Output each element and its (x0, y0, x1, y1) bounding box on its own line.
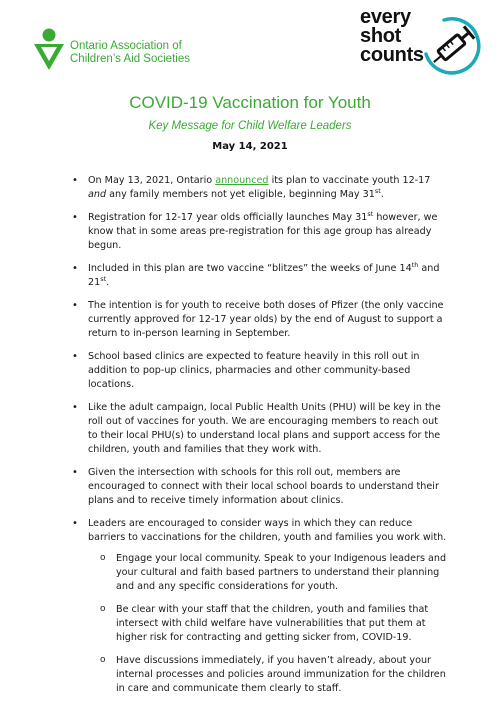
page-subtitle: Key Message for Child Welfare Leaders (148, 120, 352, 132)
document-date: May 14, 2021 (212, 141, 288, 152)
list-item: • Registration for 12-17 year olds officially launches May 31st however, we know that in some areas pre-registration for this age group has already begun. (88, 211, 448, 253)
oacas-logo (30, 26, 190, 76)
syringe-icon (416, 14, 490, 78)
esc-word-counts: counts (360, 44, 424, 66)
sub-list-item: o Engage your local community. Speak to your Indigenous leaders and your cultural and faith based partners to understand their planning and and any specific considerations for youth. (116, 552, 448, 594)
oacas-name-line1: Ontario Association of (70, 40, 182, 52)
sub-list (88, 552, 448, 696)
list-item: • On May 13, 2021, Ontario announced its plan to vaccinate youth 12-17 and any family members not yet eligible, beginning May 31st. (88, 174, 448, 202)
esc-wordmark (360, 8, 424, 65)
key-messages-list (88, 174, 448, 696)
sub-list-item: o Have discussions immediately, if you haven’t already, about your internal processes and policies around immunization for the children in care and communicate them clearly to staff. (116, 654, 448, 696)
oacas-figure-icon (30, 26, 68, 72)
page-title: COVID-19 Vaccination for Youth (129, 93, 371, 112)
esc-word-shot: shot (360, 25, 402, 47)
list-item: • Given the intersection with schools for this roll out, members are encouraged to connect with their local school boards to understand their plans and to receive timely information about clinics. (88, 466, 448, 508)
sub-list-item: o Be clear with your staff that the children, youth and families that intersect with child welfare have vulnerabilities that put them at higher risk for contracting and getting sicker from, COVID-19. (116, 603, 448, 645)
esc-word-every: every (360, 6, 411, 28)
list-item: • School based clinics are expected to feature heavily in this roll out in addition to pop-up clinics, pharmacies and other community-based locations. (88, 350, 448, 392)
every-shot-counts-logo (360, 8, 490, 78)
list-item: • Leaders are encouraged to consider ways in which they can reduce barriers to vaccinations for the children, youth and families you work with. o Engage your local community. Speak to your Indigenous leaders and your cultural and faith based partners to understand their planning and and any specific considerations for youth. o Be clear with your staff that the children, youth and families that intersect with child welfare have vulnerabilities that put them at higher risk for contracting and getting sicker from, COVID-19. o Have discussions immediately, if you haven’t already, about your internal processes and policies around immunization for the children in care and communicate them clearly to staff. (88, 517, 448, 696)
oacas-name-line2: Children’s Aid Societies (70, 53, 190, 65)
list-item: • Like the adult campaign, local Public Health Units (PHU) will be key in the roll out of vaccines for youth. We are encouraging members to reach out to their local PHU(s) to understand local plans and support access for the children, youth and families that they work with. (88, 401, 448, 457)
announced-link[interactable]: announced (215, 175, 269, 186)
list-item: • The intention is for youth to receive both doses of Pfizer (the only vaccine currently approved for 12-17 year olds) by the end of August to support a return to in-person learning in September. (88, 299, 448, 341)
list-item: • Included in this plan are two vaccine “blitzes” the weeks of June 14th and 21st. (88, 262, 448, 290)
oacas-name (70, 40, 190, 66)
document-body (88, 174, 448, 705)
